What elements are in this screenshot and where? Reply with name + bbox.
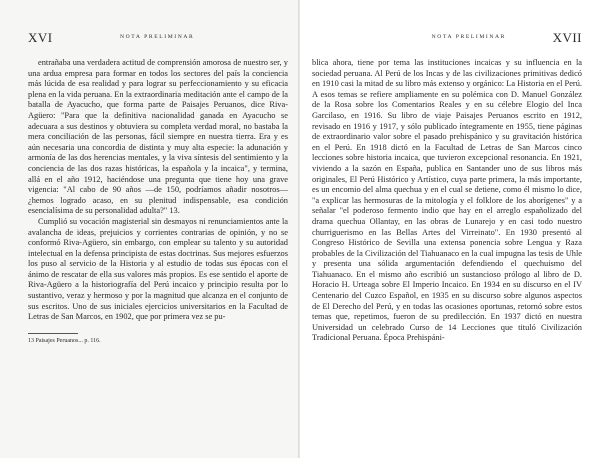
right-page xyxy=(300,0,600,458)
left-paragraph-2: Cumplió su vocación magisterial sin desmayos ni renunciamientos ante la avalancha de ideas, prejuicios y corrientes contrarias de opinión, y no se conformó Riva-Agüero, sin embargo, con emplear su talento y su autoridad intelectual en la defensa principista de estas doctrinas. Sus mejores esfuerzos los puso al servicio de la Historia y al estudio de todas sus épocas con el ánimo de rescatar de ella sus valores más propios. Es ese sentido el aporte de Riva-Agüero a la historiografía del Perú incaico y principio resulta por lo sustantivo, veraz y hermoso y por la magnitud que alcanza en el conjunto de sus escritos. Uno de sus iniciales ejercicios universitarios en la Facultad de Letras de San Marcos, en 1902, que por primera vez se pu- xyxy=(28,216,288,322)
left-body-text xyxy=(28,58,288,323)
footnote: 13 Paisajes Peruanos... p. 116. xyxy=(28,337,101,344)
right-paragraph-1: blica ahora, tiene por tema las instituciones incaicas y su influencia en la sociedad peruana. Al Perú de los Incas y de las civilizaciones primitivas dedicó en 1910 casi la mitad de su libro más extenso y orgánico: La Historia en el Perú. A esos temas se refiere ampliamente en su polémica con D. Manuel González de la Rosa sobre los Comentarios Reales y en su célebre Elogio del Inca Garcilaso, en 1916. Su libro de viaje Paisajes Peruanos escrito en 1912, revisado en 1916 y 1917, y sólo publicado íntegramente en 1955, tiene páginas de extraordinario valor sobre el pasado prehispánico y su gravitación histórica en el Perú. En 1918 dictó en la Facultad de Letras de San Marcos cinco lecciones sobre historia incaica, que tuvieron excepcional resonancia. En 1921, viviendo a la sazón en España, publica en Santander uno de sus libros más originales, El Perú Histórico y Artístico, cuya parte primera, la más importante, es un encomio del alma quechua y en el cual se detiene, como él mismo lo dice, "a explicar las hermosuras de la mitología y el folklore de los aborígenes" y a señalar "el poderoso fermento indio que hay en el arreglo españolizado del drama quechua Ollantay, en las obras de Lunarejo y en casi todo nuestro churriguerismo en las Bellas Artes del Virreinato". En 1930 presentó al Congreso Histórico de Sevilla una extensa ponencia sobre Lengua y Raza probables de la Civilización del Tiahuanaco en la cual impugna las tesis de Uhle y presenta una sólida argumentación defendiendo el quechuismo del Tiahuanaco. En el mismo año escribió un sustancioso prólogo al libro de D. Horacio H. Urteaga sobre El Imperio Incaico. En 1934 en su discurso en el IV Centenario del Cuzco Español, en 1935 en su discurso sobre algunos aspectos de El Derecho del Perú, y en todas las ocasiones oportunas, retornó sobre estos temas que, repetimos, fueron de su predilección. En 1937 dictó en nuestra Universidad un celebrado Curso de 14 Lecciones que tituló Civilización Tradicional Peruana. Época Prehispáni- xyxy=(312,58,582,343)
right-running-header xyxy=(312,30,582,58)
left-paragraph-1: entrañaba una verdadera actitud de comprensión amorosa de nuestro ser, y una ardua empresa para formar en todos los sectores del país la conciencia más lúcida de esa realidad y para lograr su perfeccionamiento y su eficacia plena en la vida peruana. En la extraordinaria meditación ante el campo de la batalla de Ayacucho, que forma parte de Paisajes Peruanos, dice Riva-Agüero: "Para que la definitiva nacionalidad ganada en Ayacucho se adecuara a sus destinos y obtuviera su completa verdad moral, no bastaba la mera conciliación de las personas, fácil siempre en nuestra tierra. Era y es aún necesaria una concordia de distinta y muy alta especie: la adunación y armonía de las dos herencias mentales, y la viva síntesis del sentimiento y la conciencia de las dos razas históricas, la española y la incaica", y termina, allá en el año 1912, haciéndose una pregunta que tiene hoy una grave vigencia: "Al cabo de 90 años —de 150, podríamos añadir nosotros— ¿hemos logrado acaso, en su plenitud indispensable, esa condición esencialísima de su personalidad adulta?" 13. xyxy=(28,58,288,216)
left-page-number: XVI xyxy=(28,30,53,45)
right-page-number: XVII xyxy=(552,30,582,45)
right-header-title: NOTA PRELIMINAR xyxy=(431,34,506,40)
right-body-text xyxy=(312,58,582,344)
left-running-header xyxy=(28,30,288,58)
left-header-title: NOTA PRELIMINAR xyxy=(120,34,195,40)
footnote-rule xyxy=(28,333,78,334)
